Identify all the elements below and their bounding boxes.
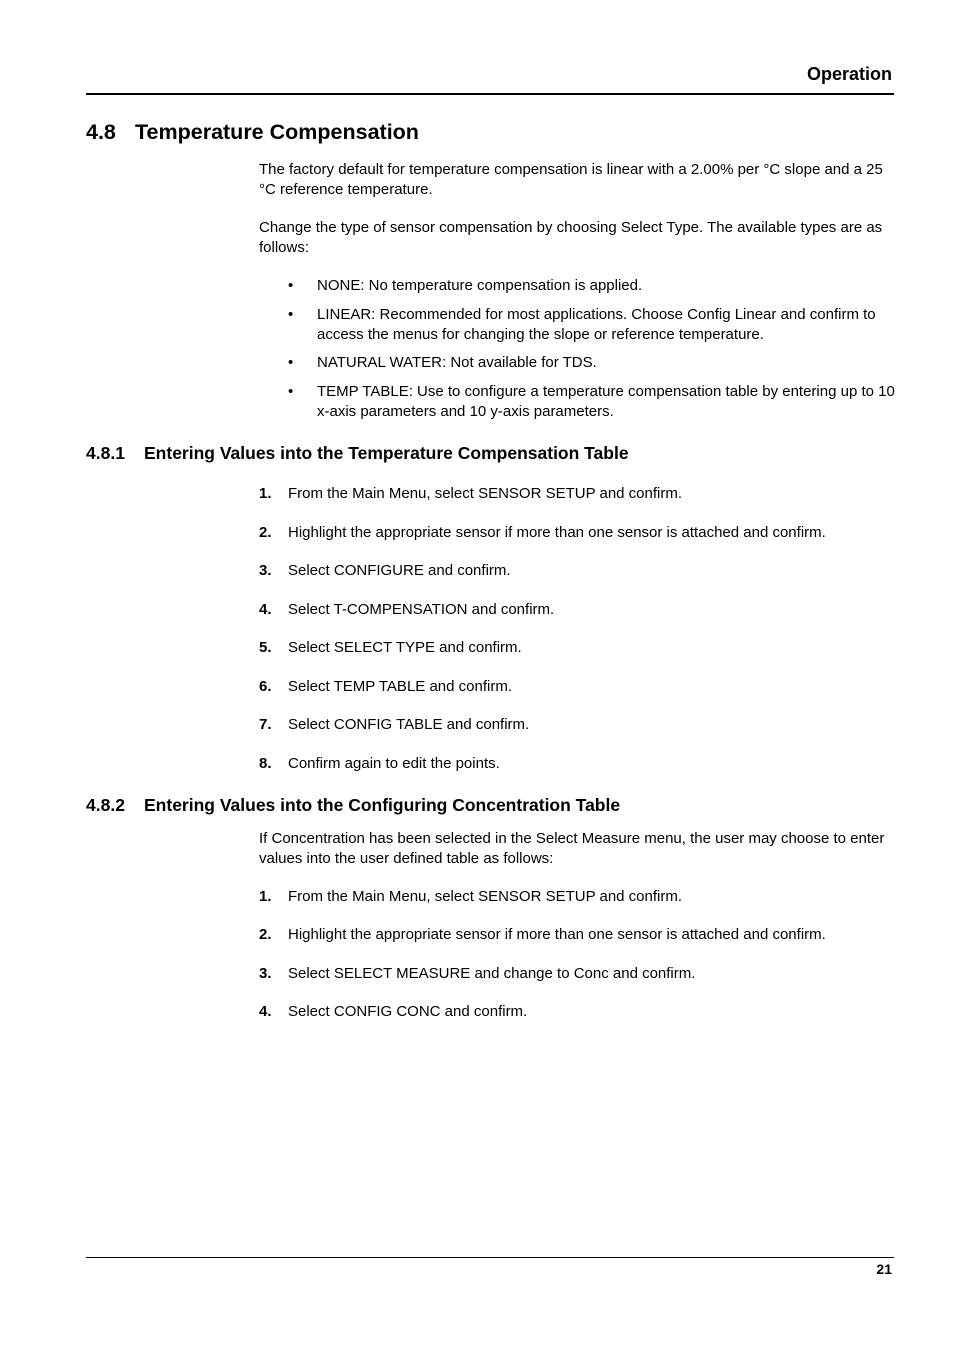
list-item [259,1002,899,1022]
step-text: Highlight the appropriate sensor if more than one sensor is attached and confirm. [288,926,826,943]
step-number: 5. [259,639,272,656]
subsection-title: Entering Values into the Configuring Concentration Table [144,795,621,815]
section-heading [86,120,419,145]
step-text: Select CONFIG TABLE and confirm. [288,716,530,733]
step-number: 1. [259,888,272,905]
bullet-text: LINEAR: Recommended for most applications. Choose Config Linear and confirm to access the menus for changing the slope or reference temperature. [317,306,876,343]
step-text: Highlight the appropriate sensor if more than one sensor is attached and confirm. [288,524,826,541]
subsection-heading-4-8-1 [86,443,629,464]
section-number: 4.8 [86,120,116,144]
step-text: Select T-COMPENSATION and confirm. [288,601,555,618]
page-number: 21 [876,1261,892,1277]
step-text: From the Main Menu, select SENSOR SETUP and confirm. [288,888,683,905]
bullet-icon: • [288,354,294,371]
list-item [259,925,899,945]
bullet-text: NONE: No temperature compensation is applied. [317,277,643,294]
bullet-icon: • [288,383,294,400]
list-item [259,677,899,697]
header-rule [86,93,894,95]
list-item [288,353,898,373]
step-number: 7. [259,716,272,733]
bullet-text: TEMP TABLE: Use to configure a temperature compensation table by entering up to 10 x-axis parameters and 10 y-axis parameters. [317,383,895,420]
subsection-title: Entering Values into the Temperature Compensation Table [144,443,629,463]
list-item [259,887,899,907]
step-text: From the Main Menu, select SENSOR SETUP and confirm. [288,485,683,502]
section-title: Temperature Compensation [135,120,419,144]
list-item [259,715,899,735]
step-text: Select SELECT TYPE and confirm. [288,639,522,656]
paragraph-concentration-intro: If Concentration has been selected in the Select Measure menu, the user may choose to enter values into the user defined table as follows: [259,830,885,867]
list-item [288,305,898,344]
bullet-text: NATURAL WATER: Not available for TDS. [317,354,597,371]
paragraph-default: The factory default for temperature compensation is linear with a 2.00% per °C slope and a 25 °C reference temperature. [259,161,883,198]
list-item [288,382,898,421]
step-number: 3. [259,965,272,982]
step-text: Select SELECT MEASURE and change to Conc and confirm. [288,965,696,982]
list-item [259,561,899,581]
list-item [259,754,899,774]
step-number: 3. [259,562,272,579]
list-item [259,638,899,658]
step-number: 6. [259,678,272,695]
step-text: Confirm again to edit the points. [288,755,500,772]
list-item [259,523,899,543]
step-text: Select CONFIGURE and confirm. [288,562,511,579]
step-number: 2. [259,926,272,943]
step-number: 2. [259,524,272,541]
step-number: 8. [259,755,272,772]
list-item [288,276,898,296]
list-item [259,600,899,620]
bullet-icon: • [288,277,294,294]
page-header-title: Operation [806,64,892,84]
step-text: Select TEMP TABLE and confirm. [288,678,512,695]
bullet-icon: • [288,306,294,323]
step-number: 4. [259,601,272,618]
list-item [259,484,899,504]
list-item [259,964,899,984]
subsection-number: 4.8.2 [86,795,125,815]
footer-rule [86,1257,894,1258]
subsection-heading-4-8-2 [86,795,620,816]
step-number: 4. [259,1003,272,1020]
step-text: Select CONFIG CONC and confirm. [288,1003,528,1020]
step-number: 1. [259,485,272,502]
paragraph-change-type: Change the type of sensor compensation by choosing Select Type. The available types are as follows: [259,219,883,256]
subsection-number: 4.8.1 [86,443,125,463]
